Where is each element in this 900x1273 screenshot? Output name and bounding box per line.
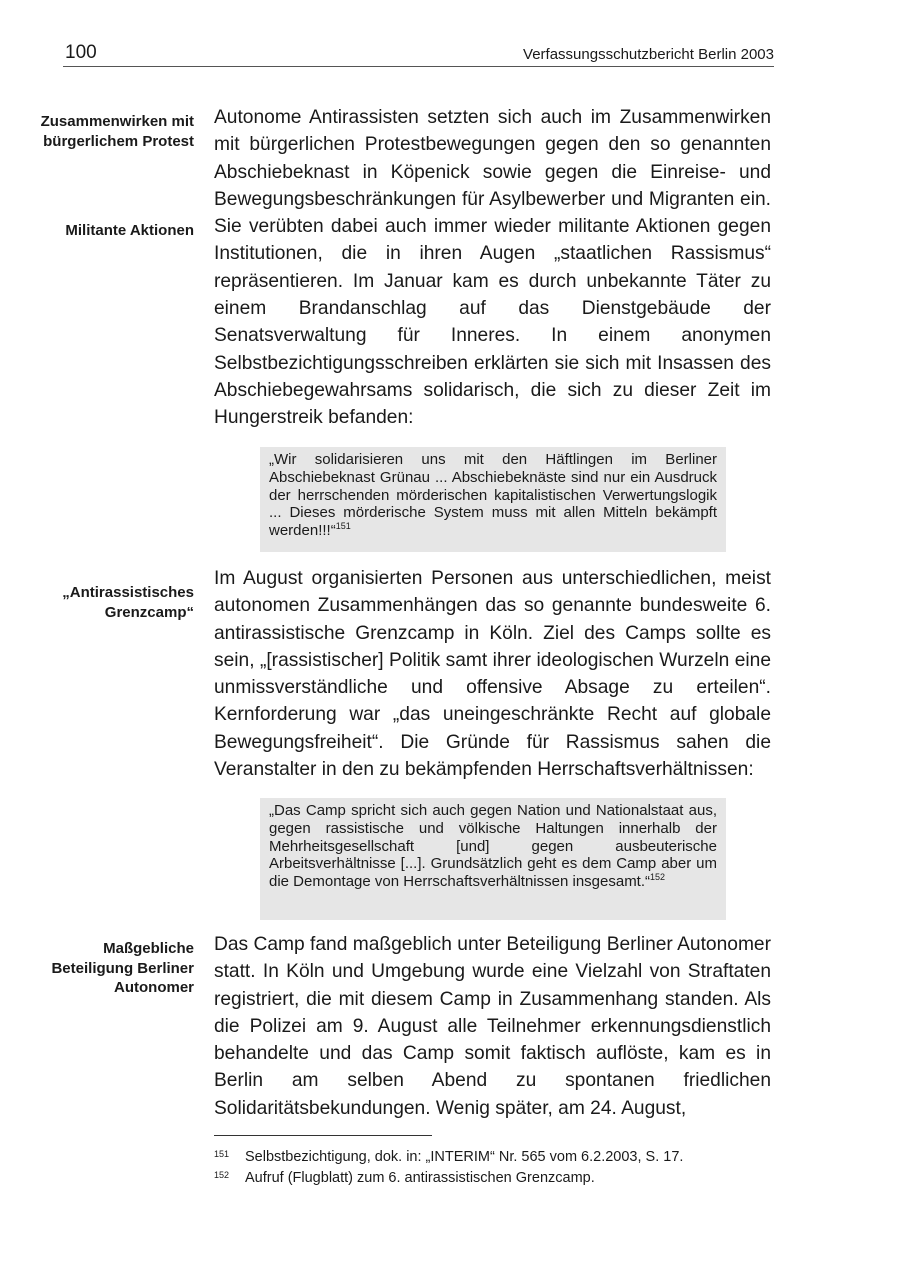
running-title: Verfassungsschutzbericht Berlin 2003	[523, 46, 774, 63]
page-header	[63, 38, 774, 67]
footnote-text: Selbstbezichtigung, dok. in: „INTERIM“ Nr. 565 vom 6.2.2003, S. 17.	[245, 1149, 684, 1165]
quote-text-2	[260, 798, 726, 894]
footnote-number: 152	[214, 1170, 230, 1180]
body-paragraph-2: Im August organisierten Personen aus unterschiedlichen, meist autonomen Zusammenhängen das so genannte bundesweite 6. antirassistische Grenzcamp in Köln. Ziel des Camps sollte es sein, „[rassistischer] Politik samt ihrer ideologischen Wurzeln eine unmissverständliche und offensive Absage zu erteilen“. Kernforderung war „das uneingeschränkte Recht auf globale Bewegungsfreiheit“. Die Gründe für Rassismus sahen die Veranstalter in den zu bekämpfenden Herrschaftsverhältnissen:	[214, 568, 771, 781]
page-number: 100	[65, 42, 97, 63]
footnote-number: 151	[214, 1149, 230, 1159]
margin-note-zusammenwirken: Zusammenwirken mit bürgerlichem Protest	[40, 113, 194, 150]
footnote-ref-152: 152	[650, 872, 666, 883]
body-paragraph-3: Das Camp fand maßgeblich unter Beteiligung Berliner Autonomer statt. In Köln und Umgebung wurde eine Vielzahl von Straftaten registriert, die mit diesem Camp in Zusammenhang standen. Als die Polizei am 9. August alle Teilnehmer erkennungsdienstlich behandelte und das Camp somit faktisch auflöste, kam es in Berlin am selben Abend zu spontanen friedlichen Solidaritätsbekundungen. Wenig später, am 24. August,	[214, 934, 771, 1119]
margin-note-beteiligung: Maßgebliche Beteiligung Berliner Autonomer	[51, 940, 194, 996]
quote-2-body: „Das Camp spricht sich auch gegen Nation und Nationalstaat aus, gegen rassistische und völkische Haltungen innerhalb der Mehrheitsgesellschaft [und] gegen ausbeuterische Arbeitsverhältnisse [...]. Grundsätzlich geht es dem Camp aber um die Demontage von Herrschaftsverhältnissen insgesamt.“	[269, 802, 717, 891]
margin-note-grenzcamp: „Antirassistisches Grenzcamp“	[62, 584, 194, 621]
quote-text-1	[260, 447, 726, 543]
footnote-separator	[214, 1135, 432, 1136]
margin-note-militante-aktionen: Militante Aktionen	[65, 222, 194, 239]
footnote-ref-151: 151	[335, 521, 351, 532]
quote-block-1	[260, 447, 726, 552]
quote-block-2	[260, 798, 726, 920]
body-paragraph-1: Autonome Antirassisten setzten sich auch im Zusammenwirken mit bürgerlichen Protestbewegungen gegen den so genannten Abschiebeknast in Köpenick sowie gegen die Einreise- und Bewegungsbeschränkungen für Asylbewerber und Migranten ein. Sie verübten dabei auch immer wieder militante Aktionen gegen Institutionen, die in ihren Augen „staatlichen Rassismus“ repräsentieren. Im Januar kam es durch unbekannte Täter zu einem Brandanschlag auf das Dienstgebäude der Senatsverwaltung für Inneres. In einem anonymen Selbstbezichtigungsschreiben erklärten sie sich mit Insassen des Abschiebegewahrsams solidarisch, die sich zu dieser Zeit im Hungerstreik befanden:	[214, 107, 771, 429]
quote-1-body: „Wir solidarisieren uns mit den Häftlingen im Berliner Abschiebeknast Grünau ... Abschiebeknäste sind nur ein Ausdruck der herrschenden mörderischen kapitalistischen Verwertungslogik ... Dieses mörderische System muss mit allen Mitteln bekämpft werden!!!“	[269, 451, 717, 540]
footnote-text: Aufruf (Flugblatt) zum 6. antirassistischen Grenzcamp.	[245, 1170, 595, 1186]
